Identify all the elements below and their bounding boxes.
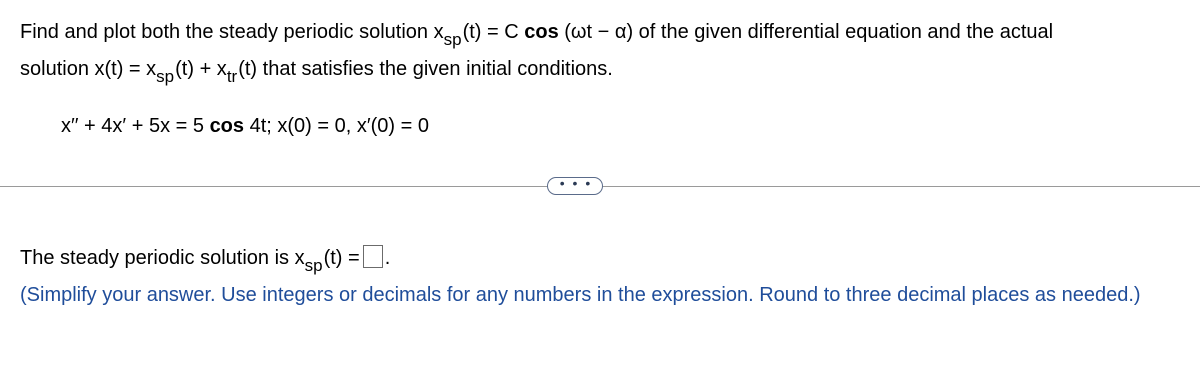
subscript-sp: sp xyxy=(304,256,323,275)
problem-line-1 xyxy=(20,14,1185,51)
subscript-sp: sp xyxy=(443,30,462,49)
answer-period: . xyxy=(384,247,391,269)
ellipsis-icon: • • • xyxy=(559,175,593,191)
problem-text: (t) that satisfies the given initial conditions. xyxy=(238,58,613,80)
differential-equation xyxy=(61,111,429,141)
problem-text: (t) = C xyxy=(462,21,525,43)
answer-line xyxy=(20,243,390,274)
answer-prompt: (t) = xyxy=(323,247,360,269)
problem-text: (ωt − α) of the given differential equation and the actual xyxy=(558,21,1054,43)
answer-prompt: The steady periodic solution is x xyxy=(20,247,305,269)
subscript-sp: sp xyxy=(156,67,175,86)
cos-function: cos xyxy=(524,21,559,43)
problem-text: solution x(t) = x xyxy=(20,58,157,80)
problem-text: (t) + x xyxy=(175,58,227,80)
subscript-tr: tr xyxy=(226,67,238,86)
cos-function: cos xyxy=(209,115,245,137)
problem-text: Find and plot both the steady periodic solution x xyxy=(20,21,444,43)
problem-line-2 xyxy=(20,51,1185,88)
answer-instructions: (Simplify your answer. Use integers or decimals for any numbers in the expression. Round to three decimal places as needed.) xyxy=(20,284,1141,306)
problem-statement xyxy=(20,14,1185,88)
more-options-button[interactable] xyxy=(547,177,603,195)
answer-input-box[interactable] xyxy=(363,245,383,268)
equation-text: 4t; x(0) = 0, x′(0) = 0 xyxy=(244,115,429,137)
equation-text: x′′ + 4x′ + 5x = 5 xyxy=(61,115,210,137)
